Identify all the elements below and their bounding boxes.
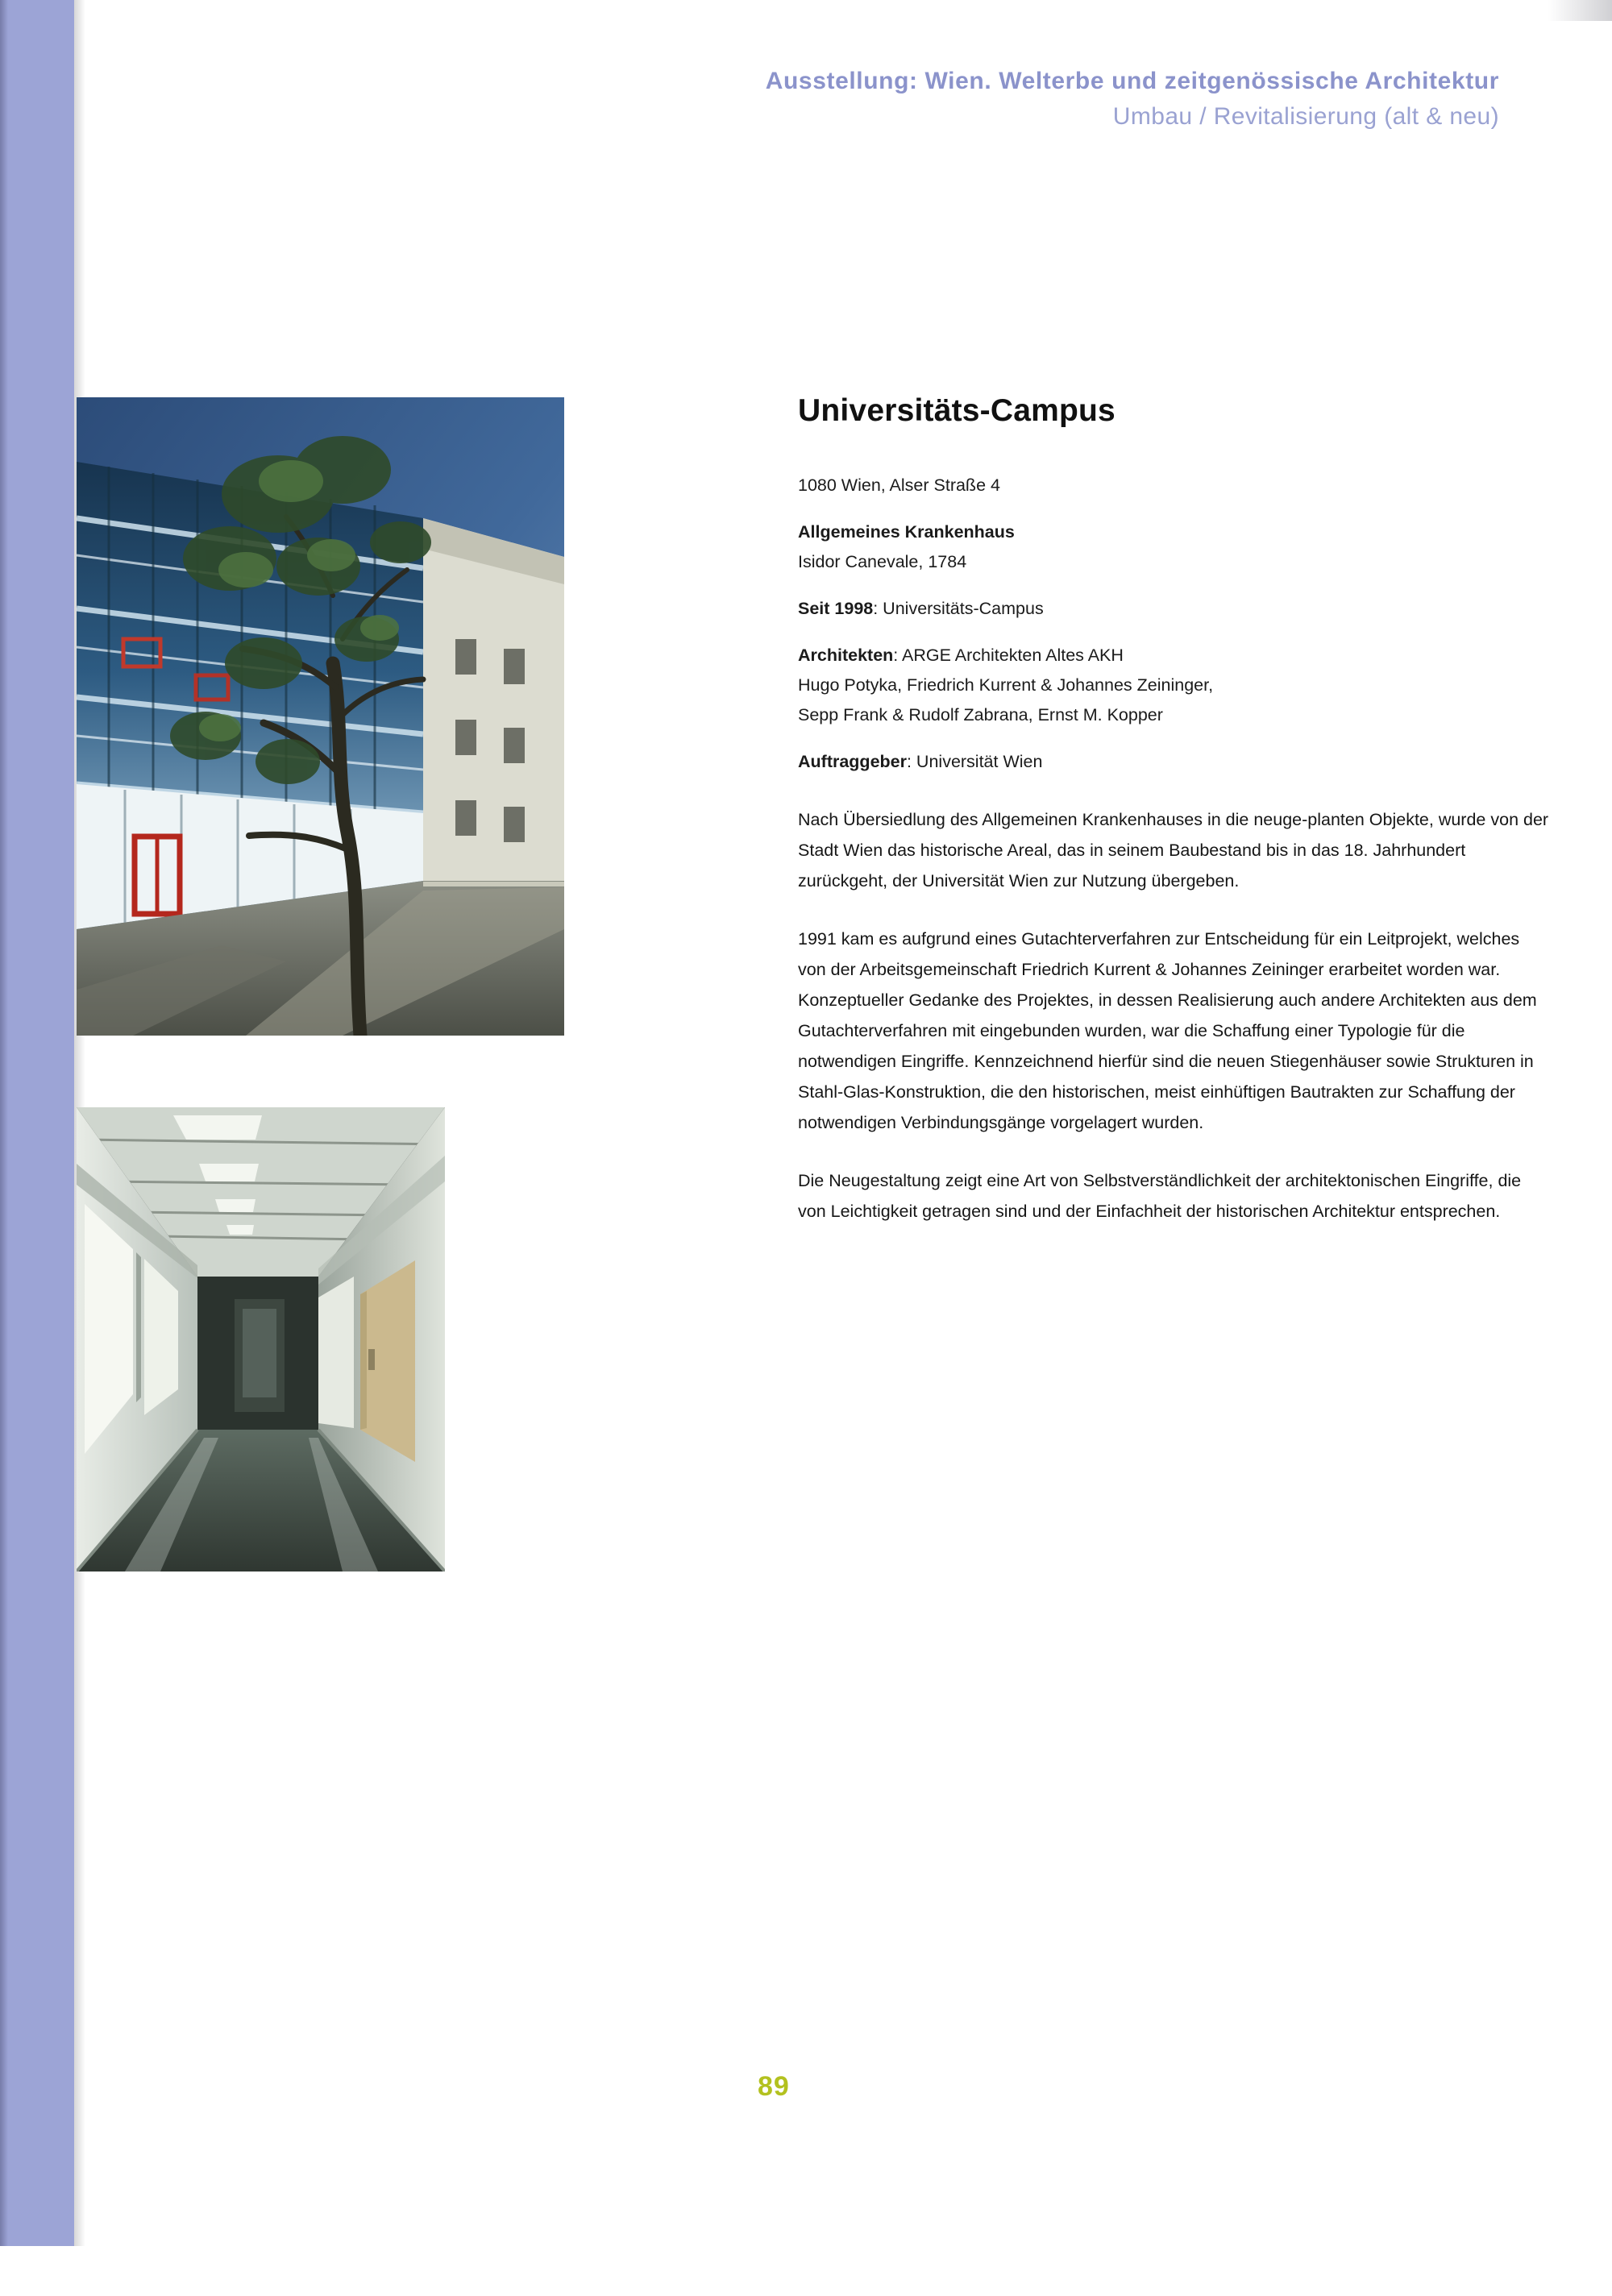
scan-edge [0, 0, 8, 2296]
project-former-architect: Isidor Canevale, 1784 [798, 552, 967, 571]
project-former-use [798, 519, 1552, 546]
project-client-value: : Universität Wien [906, 752, 1043, 771]
project-architects-line3: Sepp Frank & Rudolf Zabrana, Ernst M. Kopper [798, 705, 1163, 725]
scan-smudge [1548, 0, 1612, 21]
body-paragraph-1: Nach Übersiedlung des Allgemeinen Krankenhauses in die neuge-planten Objekte, wurde von der Stadt Wien das historische Areal, das in seinem Baubestand bis in das 18. Jahrhundert zurückgeht, der Universität Wien zur Nutzung übergeben. [798, 810, 1549, 891]
body-paragraph-3: Die Neugestaltung zeigt eine Art von Selbstverständlichkeit der architektonischen Eingriffe, die von Leichtigkeit getragen sind und der Einfachheit der historischen Architektur entsprechen. [798, 1171, 1522, 1221]
photo-corridor [77, 1107, 445, 1571]
project-client [798, 749, 1552, 775]
project-architects-line2: Hugo Potyka, Friedrich Kurrent & Johannes Zeininger, [798, 675, 1214, 695]
page-header [0, 64, 1556, 135]
project-since-value: : Universitäts-Campus [873, 599, 1044, 618]
project-client-label: Auftraggeber [798, 752, 907, 771]
photo-facade [77, 397, 564, 1036]
exhibition-subtitle: Umbau / Revitalisierung (alt & neu) [1112, 103, 1499, 130]
left-color-band [0, 0, 74, 2246]
exhibition-title: Ausstellung: Wien. Welterbe und zeitgenössische Architektur [765, 68, 1499, 94]
photo-corridor-illustration [77, 1107, 445, 1571]
project-architects-value: : ARGE Architekten Altes AKH [893, 646, 1124, 665]
project-architects [798, 642, 1552, 669]
project-address: 1080 Wien, Alser Straße 4 [798, 475, 1000, 495]
page-number: 89 [758, 2071, 790, 2102]
project-content [798, 393, 1552, 1254]
project-since-label: Seit 1998 [798, 599, 874, 618]
project-former-use-text: Allgemeines Krankenhaus [798, 522, 1015, 542]
photo-facade-illustration [77, 397, 564, 1036]
project-since [798, 596, 1552, 622]
project-architects-label: Architekten [798, 646, 894, 665]
body-paragraph-2: 1991 kam es aufgrund eines Gutachterverfahren zur Entscheidung für ein Leitprojekt, welches von der Arbeitsgemeinschaft Friedrich Kurrent & Johannes Zeininger erarbeitet worden war. Konzeptueller Gedanke des Projektes, in dessen Realisierung auch andere Architekten aus dem Gutachterverfahren mit eingebunden wurden, war die Schaffung einer Typologie für die notwendigen Eingriffe. Kennzeichnend hierfür sind die neuen Stiegenhäuser sowie Strukturen in Stahl-Glas-Konstruktion, die den historischen, meist einhüftigen Bautrakten zur Schaffung der notwendigen Verbindungsgänge vorgelagert wurden. [798, 929, 1537, 1132]
page-bottom-margin [0, 2246, 1612, 2296]
page-title: Universitäts-Campus [798, 393, 1116, 428]
